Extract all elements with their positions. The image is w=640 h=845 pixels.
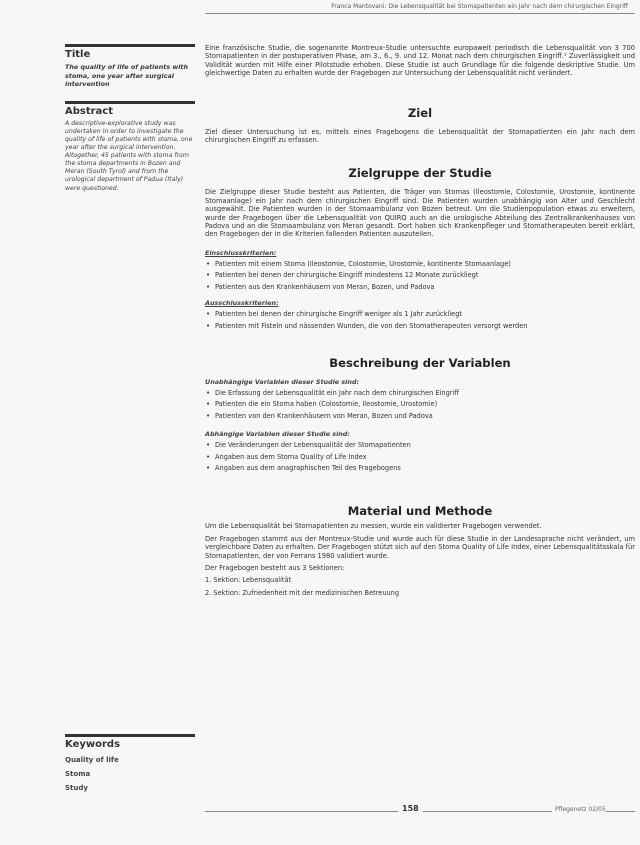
methode-paragraph-1: Um die Lebensqualität bei Stomapatienten zu messen, wurde ein validierter Fragebogen verwendet. bbox=[205, 522, 542, 531]
independent-variables-list bbox=[205, 389, 635, 420]
list-item: 1. Sektion: Lebensqualität bbox=[205, 576, 292, 585]
section-heading-ziel: Ziel bbox=[407, 105, 433, 120]
inclusion-criteria-heading: Einschlusskriterien: bbox=[205, 248, 277, 257]
inclusion-criteria-list bbox=[205, 260, 635, 291]
keyword-item: Study bbox=[65, 784, 88, 792]
journal-reference: Pflegenetz 02/05 bbox=[552, 806, 606, 813]
keyword-item: Quality of life bbox=[65, 756, 119, 764]
english-title: The quality of life of patients with stoma, one year after surgical intervention bbox=[65, 63, 189, 89]
abstract-text: A descriptive-explorative study was undertaken in order to investigate the quality of life of patients with stoma, one year after the surgical intervention. Altogether, 45 patients with stoma from the stoma departments in Bozen and Meran (South Tyrol) and from the urological department of Padua (Italy) were questioned. bbox=[65, 119, 193, 192]
list-item: • Patienten bei denen der chirurgische Eingriff mindestens 12 Monate zurückliegt bbox=[205, 271, 635, 279]
exclusion-criteria-heading: Ausschlusskriterien: bbox=[205, 299, 279, 308]
keywords-block bbox=[65, 734, 195, 795]
keyword-item: Stoma bbox=[65, 770, 91, 778]
independent-variables-heading: Unabhängige Variablen dieser Studie sind: bbox=[205, 377, 360, 386]
running-head: Franca Mantovani: Die Lebensqualität bei Stomapatienten ein Jahr nach dem chirurgischen Eingriff bbox=[331, 3, 628, 10]
methode-paragraph-3: Der Fragebogen besteht aus 3 Sektionen: bbox=[205, 563, 345, 572]
list-item: • Patienten mit einem Stoma (Ileostomie, Colostomie, Urostomie, kontinente Stomaanlage) bbox=[205, 260, 635, 268]
list-item: • Die Veränderungen der Lebensqualität der Stomapatienten bbox=[205, 441, 635, 449]
list-item: • Patienten aus den Krankenhäusern von Meran, Bozen, und Padova bbox=[205, 283, 635, 291]
zielgruppe-paragraph: Die Zielgruppe dieser Studie besteht aus Patienten, die Träger von Stomas (Ileostomie, Colostomie, Urostomie, kontinente Stomaanlage) ein Jahr nach dem chirurgischen Eingriff sind. Die Patienten wurden unabhängig von Alter und Geschlecht ausgewählt. Die Patienten wurden in der Stomaambulanz von Bozen betreut. Um die Studienpopulation etwas zu erweitern, wurde der Fragebogen über die Lebensqualität von QUIRQ auch an die urologische Abteilung des Zentralkrankenhauses von Padova und an die Stomaambulanz von Meran gesandt. Dort haben sich Krankenpfleger und Stomatherapeuten bereit erklärt, den Fragebogen der in die Kriterien fallenden Patienten auszuteilen. bbox=[205, 188, 635, 239]
title-heading: Title bbox=[65, 44, 195, 60]
list-item: • Angaben aus dem Stoma Quality of Life Index bbox=[205, 453, 635, 461]
list-item: • Patienten mit Fisteln und nässenden Wunden, die von den Stomatherapeuten versorgt werden bbox=[205, 322, 635, 330]
list-item: • Patienten bei denen der chirurgische Eingriff weniger als 1 Jahr zurückliegt bbox=[205, 310, 635, 318]
page-number: 158 bbox=[398, 804, 423, 813]
methode-paragraph-2: Der Fragebogen stammt aus der Montreux-Studie und wurde auch für diese Studie in der Landessprache nicht verändert, um vergleichbare Daten zu erhalten. Der Fragebogen stützt sich auf den Stoma Quality of Life Index, einer Lebensqualitätsskala für Stomapatienten, der von Ferrans 1980 validiert wurde. bbox=[205, 534, 635, 560]
sidebar bbox=[65, 44, 195, 193]
list-item: • Angaben aus dem anagraphischen Teil des Fragebogens bbox=[205, 464, 635, 472]
section-heading-zielgruppe: Zielgruppe der Studie bbox=[348, 166, 492, 181]
list-item: 2. Sektion: Zufriedenheit mit der medizinischen Betreuung bbox=[205, 588, 400, 597]
dependent-variables-heading: Abhängige Variablen dieser Studie sind: bbox=[205, 430, 350, 439]
main-column bbox=[205, 44, 635, 601]
section-heading-methode: Material und Methode bbox=[347, 504, 493, 519]
dependent-variables-list bbox=[205, 441, 635, 472]
abstract-heading: Abstract bbox=[65, 101, 195, 117]
ziel-paragraph: Ziel dieser Untersuchung ist es, mittels eines Fragebogens die Lebensqualität der Stomapatienten ein Jahr nach dem chirurgischen Eingriff zu erfassen. bbox=[205, 127, 635, 145]
list-item: • Die Erfassung der Lebensqualität ein Jahr nach dem chirurgischen Eingriff bbox=[205, 389, 635, 397]
list-item: • Patienten die ein Stoma haben (Colostomie, Ileostomie, Urostomie) bbox=[205, 400, 635, 408]
intro-paragraph: Eine französische Studie, die sogenannte Montreux-Studie untersuchte europaweit periodisch die Lebensqualität von 3 700 Stomapatienten in der postoperativen Phase, am 3., 6., 9. und 12. Monat nach dem chirurgischen Eingriff.² Zuverlässigkeit und Validität wurden mit Hilfe einer Pilotstudie erhoben. Diese Studie ist auch Grundlage für die folgende deskriptive Studie. Um gleichwertige Daten zu erhalten wurde der Fragebogen zur Untersuchung der Lebensqualität nicht verändert. bbox=[205, 44, 635, 78]
keywords-heading: Keywords bbox=[65, 734, 195, 750]
exclusion-criteria-list bbox=[205, 310, 635, 330]
list-item: • Patienten von den Krankenhäusern von Meran, Bozen und Padova bbox=[205, 412, 635, 420]
header-rule bbox=[205, 13, 635, 14]
section-heading-variablen: Beschreibung der Variablen bbox=[329, 355, 511, 370]
